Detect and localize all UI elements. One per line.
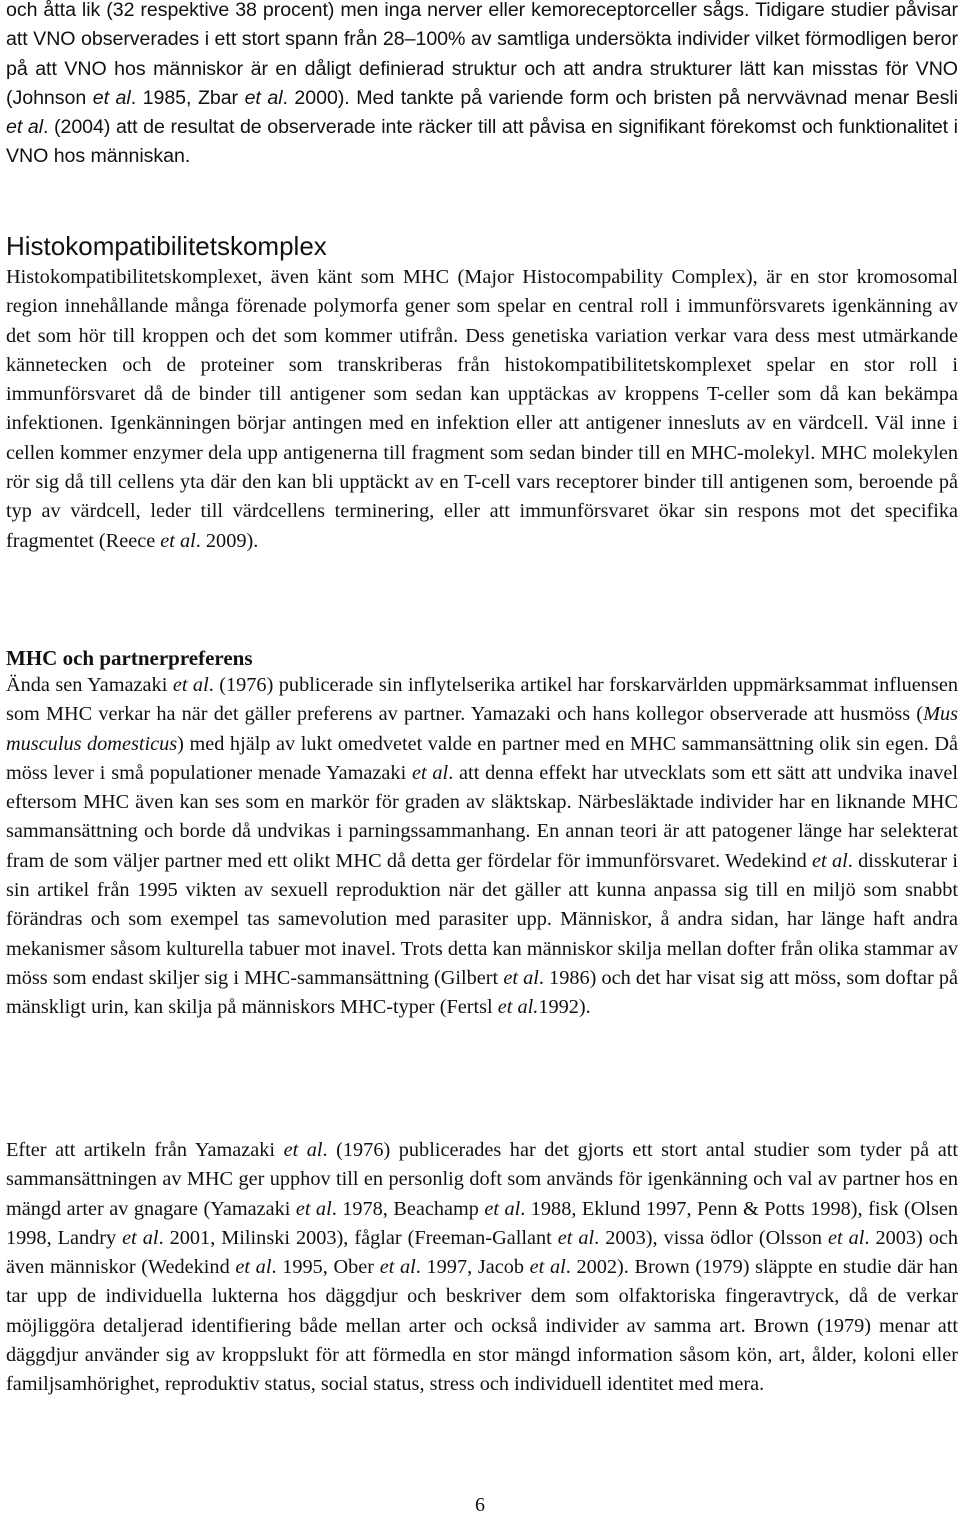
paragraph-mhc-studies: Efter att artikeln från Yamazaki et al. (1976) publicerades har det gjorts ett stort antal studier som tyder på att sammansättningen av MHC ger upphov till en personlig doft som används för igenkänning och val av partner hos en mängd arter av gnagare (Yamazaki et al. 1978, Beachamp et al. 1988, Eklund 1997, Penn & Potts 1998), fisk (Olsen 1998, Landry et al. 2001, Milinski 2003), fåglar (Freeman-Gallant et al. 2003), vissa ödlor (Olsson et al. 2003) och även människor (Wedekind et al. 1995, Ober et al. 1997, Jacob et al. 2002). Brown (1979) släppte en studie där han tar upp de individuella lukterna hos däggdjur och beskriver dem som olfaktoriska fingeravtryck, då de verkar möjliggöra detaljerad identifiering både mellan arter och också individer av samma art. Brown (1979) menar att däggdjur använder sig av kroppslukt för att förmedla en stor mängd information såsom kön, art, ålder, koloni eller familjsamhörighet, reproduktiv status, social status, stress och individuell identitet med mera. <box>6 1139 959 1396</box>
section-heading-histocompatibility: Histokompatibilitetskomplex <box>6 231 327 261</box>
paragraph-partner-preference: Ända sen Yamazaki et al. (1976) publicerade sin inflytelserika artikel har forskarvärlden uppmärksammat influensen som MHC verkar ha när det gäller preferens av partner. Yamazaki och hans kollegor observerade att husmöss (Mus musculus domesticus) med hjälp av lukt omedvetet valde en partner med en MHC sammansättning olik sin egen. Då möss lever i små populationer menade Yamazaki et al. att denna effekt har utvecklats som ett sätt att undvika inavel eftersom MHC även kan ses som en markör för graden av släktskap. Närbesläktade individer har en liknande MHC sammansättning och borde då undvikas i parningssammanhang. En annan teori är att patogener länge har selekterat fram de som väljer partner med ett olikt MHC då detta ger fördelar för immunförsvaret. Wedekind et al. disskuterar i sin artikel från 1995 vikten av sexuell reproduktion när det gäller att kunna anpassa sig till en miljö som snabbt förändras och som exempel tas samevolution med parasiter upp. Människor, å andra sidan, har länge haft andra mekanismer såsom kulturella tabuer mot inavel. Trots detta kan människor skilja mellan dofter från olika stammar av möss som endast skiljer sig i MHC-sammansättning (Gilbert et al. 1986) och det har visat sig att möss, som doftar på mänskligt urin, kan skilja på människors MHC-typer (Fertsl et al.1992). <box>6 674 959 1019</box>
species-name: Mus musculus domesticus <box>6 703 958 755</box>
page-number: 6 <box>475 1494 485 1516</box>
paragraph-vno-findings: och åtta lik (32 respektive 38 procent) men inga nerver eller kemoreceptorceller sågs. Tidigare studier påvisar att VNO observerades i ett stort spann från 28–100% av samtliga undersökta individer vilket förmodligen beror på att VNO hos människor är en dåligt definierad struktur och att andra strukturer lätt kan misstas för VNO (Johnson et al. 1985, Zbar et al. 2000). Med tankte på variende form och bristen på nervvävnad menar Besli et al. (2004) att de resultat de observerade inte räcker till att påvisa en signifikant förekomst och funktionalitet i VNO hos människan. <box>6 0 958 168</box>
paragraph-mhc-overview: Histokompatibilitetskomplexet, även känt som MHC (Major Histocompability Complex), är en stor kromosomal region innehållande många förenade polymorfa gener som spelar en central roll i immunförsvarets igenkänning av det som hör till kroppen och det som kommer utifrån. Dess genetiska variation verkar vara dess mest utmärkande kännetecken och de proteiner som transkriberas från histokompatibilitetskomplexet spelar en stor roll i immunförsvaret då de binder till antigener som sedan kan upptäckas av kroppens T-celler som då kan bekämpa infektionen. Igenkänningen börjar antingen med en infektion eller att antigener innesluts av en värdcell. Väl inne i cellen kommer enzymer dela upp antigenerna till fragment som sedan binder till en MHC-molekyl. MHC molekylen rör sig då till cellens yta där den kan bli upptäckt av en T-cell vars receptorer binder till antigenen som, beroende på typ av värdcell, leder till värdcellens terminering, eller att immunförsvaret ökar sin respons mot det specifika fragmentet (Reece et al. 2009). <box>6 266 958 552</box>
section-heading-partner-preference: MHC och partnerpreferens <box>6 646 253 670</box>
